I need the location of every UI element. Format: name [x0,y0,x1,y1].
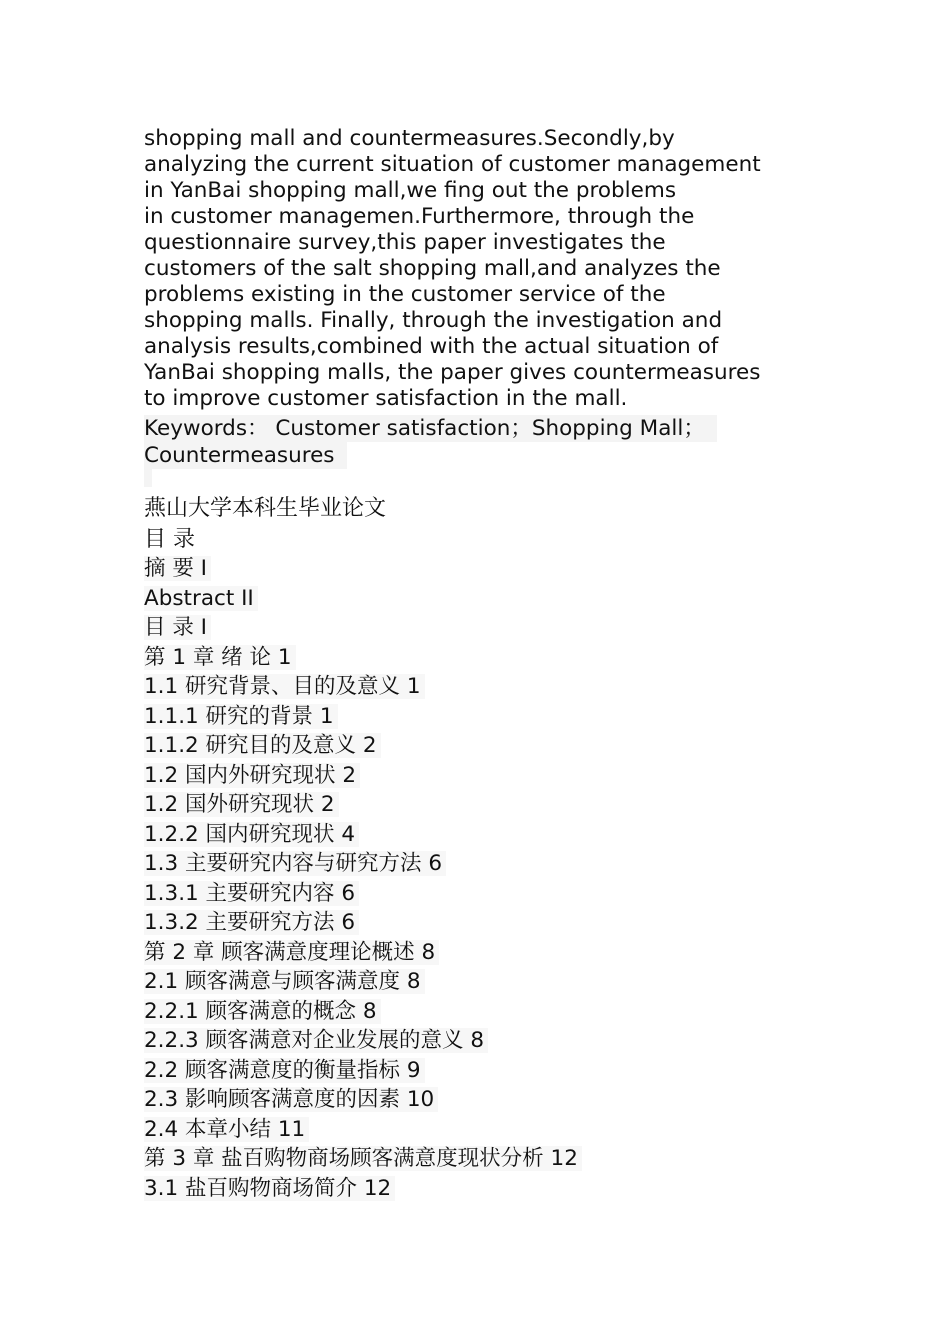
toc-title: 目 录 [144,527,195,552]
toc-entry: 2.2 顾客满意度的衡量指标 9 [144,1056,824,1086]
table-of-contents [144,554,824,1203]
abstract-line: to improve customer satisfaction in the mall. [144,386,628,411]
university-header: 燕山大学本科生毕业论文 [144,496,387,521]
keywords-spacer [144,469,152,487]
toc-entry: 摘 要 I [144,554,824,584]
toc-entry: 1.2 国外研究现状 2 [144,790,824,820]
keywords-line: Keywords： Customer satisfaction；Shopping Mall； [144,415,717,442]
abstract-line: problems existing in the customer service of the [144,282,666,307]
abstract-line: analyzing the current situation of customer management [144,152,761,177]
abstract-line: in customer managemen.Furthermore, through the [144,204,695,229]
abstract-line: shopping mall and countermeasures.Secondly,by [144,126,675,151]
keywords-block [144,415,824,469]
toc-entry: 1.3.1 主要研究内容 6 [144,879,824,909]
toc-entry: 1.1.2 研究目的及意义 2 [144,731,824,761]
toc-entry: 1.2 国内外研究现状 2 [144,761,824,791]
toc-entry: 3.1 盐百购物商场简介 12 [144,1174,824,1204]
toc-entry: 1.3 主要研究内容与研究方法 6 [144,849,824,879]
abstract-body [144,126,824,412]
toc-entry: 第 2 章 顾客满意度理论概述 8 [144,938,824,968]
toc-entry: 1.1.1 研究的背景 1 [144,702,824,732]
abstract-line: shopping malls. Finally, through the investigation and [144,308,723,333]
abstract-line: questionnaire survey,this paper investigates the [144,230,666,255]
toc-entry: 2.3 影响顾客满意度的因素 10 [144,1085,824,1115]
toc-entry: 1.3.2 主要研究方法 6 [144,908,824,938]
keywords-line: Countermeasures [144,442,347,469]
toc-entry: 2.2.3 顾客满意对企业发展的意义 8 [144,1026,824,1056]
toc-entry: 第 1 章 绪 论 1 [144,643,824,673]
abstract-line: analysis results,combined with the actual situation of [144,334,719,359]
toc-entry: 2.4 本章小结 11 [144,1115,824,1145]
abstract-line: customers of the salt shopping mall,and analyzes the [144,256,721,281]
toc-entry: 1.2.2 国内研究现状 4 [144,820,824,850]
abstract-line: in YanBai shopping mall,we fing out the problems [144,178,677,203]
abstract-line: YanBai shopping malls, the paper gives countermeasures [144,360,761,385]
document-page [144,126,824,1203]
toc-entry: Abstract II [144,584,824,614]
toc-entry: 1.1 研究背景、目的及意义 1 [144,672,824,702]
toc-entry: 2.1 顾客满意与顾客满意度 8 [144,967,824,997]
toc-entry: 目 录 I [144,613,824,643]
toc-entry: 第 3 章 盐百购物商场顾客满意度现状分析 12 [144,1144,824,1174]
toc-entry: 2.2.1 顾客满意的概念 8 [144,997,824,1027]
